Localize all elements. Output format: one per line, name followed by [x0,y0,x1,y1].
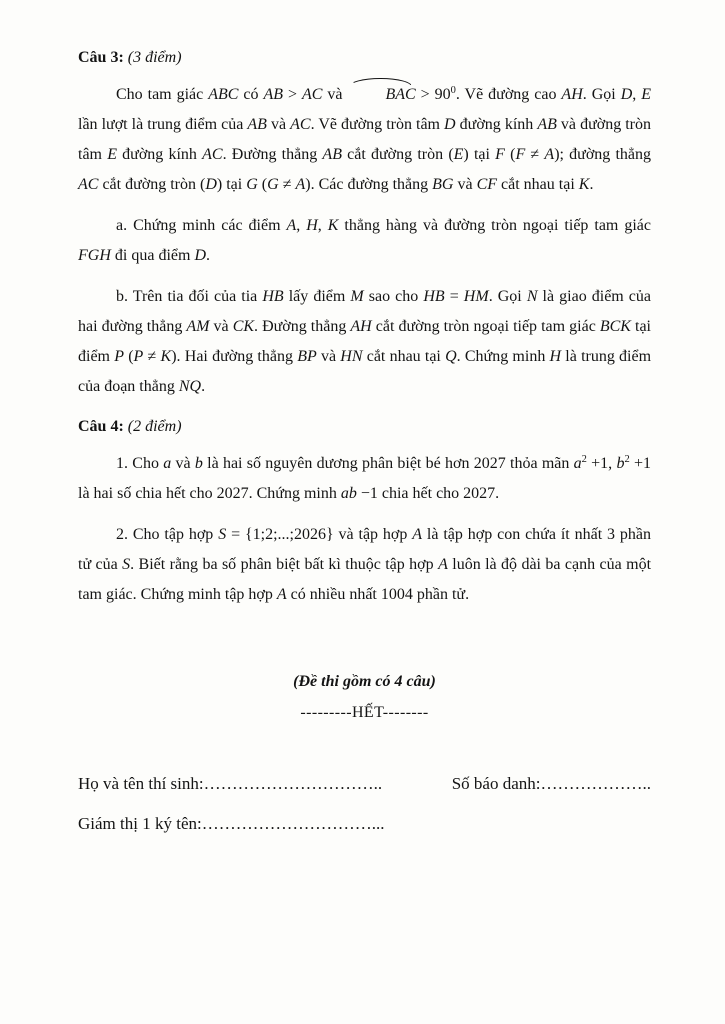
text-segment: ). Các đường thẳng [305,176,433,193]
text-segment: H [549,348,562,365]
text-segment: ). Hai đường thẳng [171,348,298,365]
text-segment: (3 điểm) [127,49,182,66]
text-segment: tại điểm [78,318,652,365]
text-segment: ) tại [463,146,496,163]
text-segment: . Vẽ đường cao [455,86,562,103]
proctor-signature-field: Giám thị 1 ký tên:…………………………... [78,814,385,833]
text-segment: D [205,176,217,193]
text-segment: AH [350,318,372,335]
text-segment: H [306,217,318,234]
text-segment: . Đường thẳng [222,146,323,163]
text-segment: , [632,86,642,103]
text-segment: cắt đường tròn [98,176,201,193]
text-segment: 1. Cho [116,455,164,472]
end-of-exam-marker: ---------HẾT-------- [300,704,429,721]
text-segment: E [107,146,117,163]
text-segment: P [133,348,144,365]
text-segment: BCK [599,318,631,335]
text-segment: A [544,146,555,163]
text-segment: cắt đường tròn ngoại tiếp tam giác [371,318,600,335]
text-segment: Q [445,348,457,365]
text-segment: > [283,86,302,103]
text-segment: CK [232,318,255,335]
text-segment: và [209,318,233,335]
signature-row [78,771,651,797]
text-segment: AB [322,146,342,163]
question-3-heading [78,44,651,72]
text-segment: S [218,526,227,543]
text-segment: > 90 [415,86,451,103]
text-segment: là tập hợp con chứa ít nhất 3 phần tử của [78,526,651,573]
text-segment: HB [262,288,284,305]
text-segment: . [589,176,594,193]
text-segment: và [322,86,348,103]
text-segment: BAC [347,80,415,110]
text-segment: là trung điểm của đoạn thẳng [78,348,652,395]
text-segment: A [286,217,297,234]
text-segment: NQ [178,378,202,395]
text-segment: AC [290,116,311,133]
text-segment: ); đường thẳng [554,146,652,163]
text-segment: lần lượt là trung điểm của [78,116,248,133]
text-segment: ≠ [278,176,296,193]
candidate-name-field: Họ và tên thí sinh:………………………….. [78,774,383,793]
question-3-part-b-paragraph [78,282,651,402]
text-segment: luôn là độ dài ba cạnh của một tam giác. Chứng minh tập hợp [78,556,652,603]
text-segment: có [238,86,264,103]
text-segment: AC [78,176,99,193]
text-segment: ( [124,348,134,365]
text-segment: và [453,176,477,193]
question-4-heading [78,413,651,441]
text-segment: ( [257,176,268,193]
text-segment: a [573,455,582,472]
text-segment: có nhiều nhất 1004 phần tử. [286,586,470,603]
text-segment: HN [340,348,363,365]
text-segment: AM [186,318,210,335]
text-segment: là hai số nguyên dương phân biệt bé hơn 2027 thỏa mãn [202,455,574,472]
text-segment: đường kính [455,116,538,133]
text-segment: E [641,86,651,103]
text-segment: , [317,217,328,234]
text-segment: F [495,146,505,163]
text-segment: K [578,176,590,193]
text-segment: D [444,116,456,133]
text-segment: và [171,455,195,472]
text-segment: +1, [586,455,617,472]
text-segment: . [206,247,210,264]
text-segment: AB [537,116,557,133]
text-segment: = [444,288,464,305]
text-segment: (2 điểm) [127,418,182,435]
text-segment: G [267,176,279,193]
text-segment: K [160,348,172,365]
text-segment: b [194,455,203,472]
text-segment: ab [340,485,357,502]
text-segment: ≠ [525,146,545,163]
text-segment: 0 [450,85,456,96]
text-segment: lấy điểm [283,288,351,305]
text-segment: 2 [624,454,630,465]
text-segment: . Gọi [582,86,621,103]
text-segment: −1 chia hết cho 2027. [356,485,500,502]
text-segment: . Chứng minh [456,348,550,365]
text-segment: D [194,247,206,264]
text-segment: A [276,586,287,603]
text-segment: a [163,455,172,472]
text-segment: cắt đường tròn [341,146,449,163]
question-3-part-a-paragraph [78,211,651,271]
text-segment: AC [301,86,323,103]
exam-length-note: (Đề thi gồm có 4 câu) [293,673,436,690]
text-segment: đường kính [116,146,203,163]
text-segment: là giao điểm của hai đường thẳng [78,288,652,335]
text-segment: D [620,86,633,103]
text-segment: và [266,116,291,133]
text-segment: ( [504,146,516,163]
text-segment: . Gọi [488,288,527,305]
text-segment: . [201,378,206,395]
question-4-item-1-paragraph [78,449,651,509]
text-segment: HM [463,288,489,305]
text-segment: ≠ [143,348,161,365]
text-segment: Cho tam giác [116,86,209,103]
text-segment: cắt nhau tại [362,348,446,365]
text-segment: HB [423,288,445,305]
text-segment: +1 là hai số chia hết cho 2027. Chứng minh [78,455,651,502]
text-segment: BP [297,348,317,365]
text-segment: Câu 3: [78,49,128,66]
text-segment: 2 [581,454,587,465]
text-segment: b [616,455,625,472]
text-segment: M [350,288,364,305]
text-segment: 2. Cho tập hợp [116,526,219,543]
text-segment: và tập hợp [333,526,413,543]
text-segment: . Biết rằng ba số phân biệt bất kì thuộc tập hợp [130,556,439,573]
text-segment: CF [476,176,498,193]
text-segment: AC [202,146,223,163]
registration-number-field: Số báo danh:……………….. [451,774,651,793]
text-segment: sao cho [363,288,424,305]
text-segment: E [453,146,464,163]
text-segment: P [114,348,124,365]
text-segment: K [327,217,339,234]
text-segment: A [412,526,423,543]
text-segment: cắt nhau tại [497,176,579,193]
text-segment: A [295,176,306,193]
text-segment: S [122,556,131,573]
text-segment: a. Chứng minh các điểm [116,217,287,234]
text-segment: Câu 4: [78,418,128,435]
text-segment: ABC [208,86,239,103]
text-segment: đi qua điểm [110,247,195,264]
text-segment: AB [263,86,283,103]
text-segment: G [246,176,258,193]
text-segment: N [526,288,538,305]
text-segment: AH [561,86,583,103]
text-segment: F [515,146,526,163]
text-segment: thẳng hàng và đường tròn ngoại tiếp tam giác [338,217,651,234]
text-segment: , [296,217,307,234]
text-segment: . Vẽ đường tròn tâm [310,116,445,133]
text-segment: và đường tròn tâm [78,116,652,163]
text-segment: và [316,348,341,365]
question-4-item-2-paragraph [78,520,651,610]
text-segment: b. Trên tia đối của tia [116,288,263,305]
text-segment: ( [200,176,206,193]
text-segment: A [438,556,448,573]
text-segment: = {1;2;...;2026} [226,526,334,543]
text-segment: . Đường thẳng [254,318,351,335]
text-segment: FGH [78,247,111,264]
question-3-intro-paragraph [78,80,651,200]
text-segment: BG [432,176,454,193]
text-segment: ) tại [216,176,247,193]
text-segment: ( [448,146,454,163]
text-segment: AB [247,116,267,133]
